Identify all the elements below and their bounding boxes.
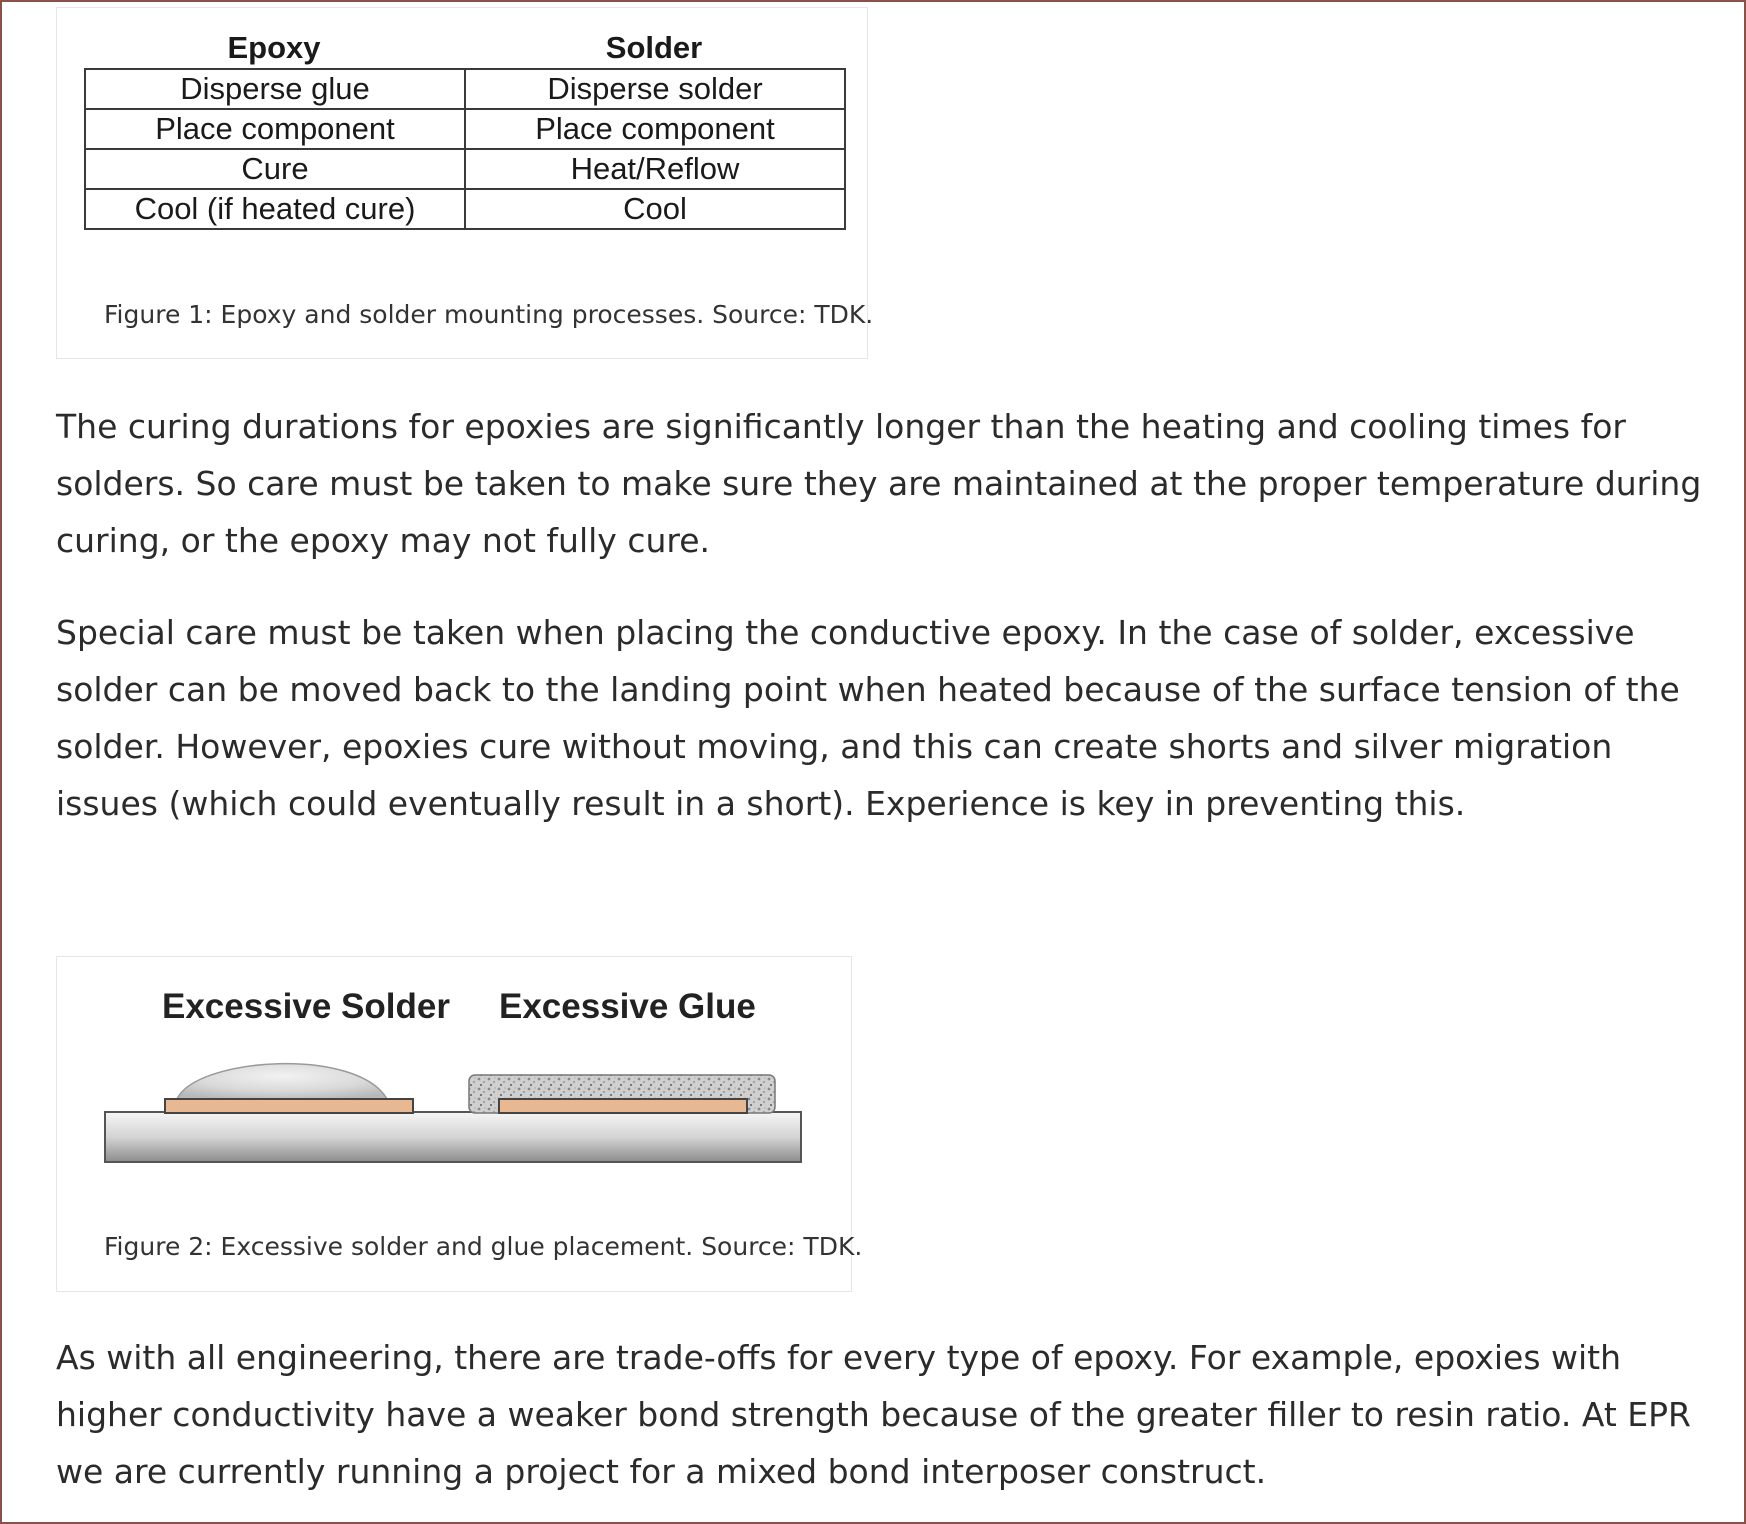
header-solder: Solder [605, 30, 703, 65]
paragraph-special-care: Special care must be taken when placing the conductive epoxy. In the case of solder, excessive solder can be moved back to the landing point when heated because of the surface tension of the solder. However, epoxies cure without moving, and this can create shorts and silver migration issues (which could eventually result in a short). Experience is key in preventing this. [56, 613, 1680, 823]
paragraph-curing-durations: The curing durations for epoxies are significantly longer than the heating and cooling times for solders. So care must be taken to make sure they are maintained at the proper temperature during curing, or the epoxy may not fully cure. [56, 407, 1702, 560]
table-cell: Cure [85, 149, 465, 189]
process-table-header [84, 28, 846, 68]
table-row [85, 189, 845, 229]
figure-1-caption: Figure 1: Epoxy and solder mounting processes. Source: TDK. [104, 300, 874, 329]
label-excessive-solder: Excessive Solder [162, 987, 450, 1026]
figure-2 [56, 956, 863, 1292]
figure-2-caption: Figure 2: Excessive solder and glue placement. Source: TDK. [104, 1232, 863, 1261]
table-cell: Place component [85, 109, 465, 149]
table-cell: Disperse solder [465, 69, 845, 109]
process-table [84, 28, 846, 230]
table-cell: Heat/Reflow [465, 149, 845, 189]
process-table-body [84, 68, 846, 230]
substrate-board [105, 1112, 801, 1162]
solder-blob [177, 1064, 387, 1099]
header-epoxy: Epoxy [227, 30, 321, 65]
copper-pad-solder [165, 1099, 413, 1113]
paragraph-trade-offs: As with all engineering, there are trade-offs for every type of epoxy. For example, epoxies with higher conductivity have a weaker bond strength because of the greater filler to resin ratio. At EPR we are currently running a project for a mixed bond interposer construct. [56, 1338, 1691, 1491]
table-row [85, 149, 845, 189]
figure-1 [56, 7, 874, 359]
table-row [85, 109, 845, 149]
table-cell: Place component [465, 109, 845, 149]
table-cell: Cool (if heated cure) [85, 189, 465, 229]
table-cell: Disperse glue [85, 69, 465, 109]
table-cell: Cool [465, 189, 845, 229]
placement-diagram [97, 1037, 817, 1167]
table-row [85, 69, 845, 109]
copper-pad-glue [499, 1099, 747, 1113]
label-excessive-glue: Excessive Glue [499, 987, 756, 1026]
